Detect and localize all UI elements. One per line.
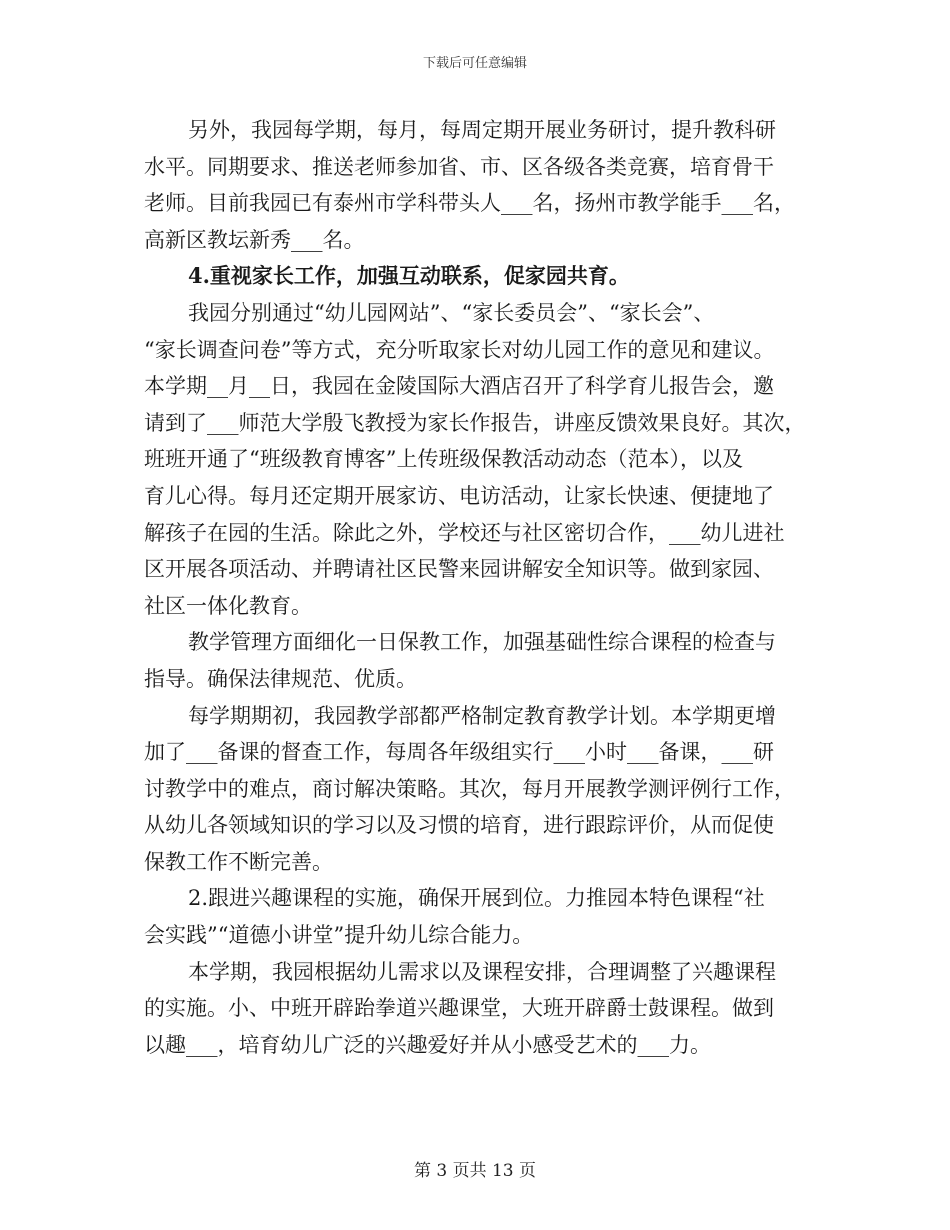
paragraph-line: 本学期__月__日，我园在金陵国际大酒店召开了科学育儿报告会，邀 [144, 374, 774, 399]
paragraph-line: 高新区教坛新秀___名。 [144, 227, 365, 252]
paragraph-line: 指导。确保法律规范、优质。 [144, 666, 417, 691]
page-header-note: 下载后可任意编辑 [422, 56, 527, 71]
paragraph-line: 解孩子在园的生活。除此之外，学校还与社区密切合作，___幼儿进社 [144, 520, 785, 545]
paragraph-line: 以趣___，培育幼儿广泛的兴趣爱好并从小感受艺术的___力。 [144, 1032, 711, 1057]
paragraph-line: “家长调查问卷”等方式，充分听取家长对幼儿园工作的意见和建议。 [144, 337, 775, 362]
paragraph-line: 班班开通了“班级教育博客”上传班级保教活动动态（范本），以及 [144, 447, 743, 472]
section-heading: 4.重视家长工作，加强互动联系，促家园共育。 [188, 263, 630, 289]
paragraph-line: 社区一体化教育。 [144, 593, 312, 618]
page-number: 第 3 页共 13 页 [413, 1161, 537, 1181]
paragraph-line: 教学管理方面细化一日保教工作，加强基础性综合课程的检查与 [188, 630, 776, 655]
section-heading: 2.跟进兴趣课程的实施，确保开展到位。力推园本特色课程“社 [188, 886, 765, 911]
document-body [144, 112, 824, 1063]
paragraph-line: 会实践”“道德小讲堂”提升幼儿综合能力。 [144, 923, 534, 948]
paragraph-line: 从幼儿各领域知识的学习以及习惯的培育，进行跟踪评价，从而促使 [144, 813, 774, 838]
paragraph-line: 老师。目前我园已有泰州市学科带头人___名，扬州市教学能手___名， [144, 191, 795, 216]
paragraph-line: 加了___备课的督查工作，每周各年级组实行___小时___备课，___研 [144, 740, 774, 765]
paragraph-line: 水平。同期要求、推送老师参加省、市、区各级各类竞赛，培育骨干 [144, 154, 774, 179]
paragraph-line: 我园分别通过“幼儿园网站”、“家长委员会”、“家长会”、 [188, 300, 715, 325]
paragraph-line: 本学期，我园根据幼儿需求以及课程安排，合理调整了兴趣课程 [188, 959, 776, 984]
paragraph-line: 保教工作不断完善。 [144, 849, 333, 874]
paragraph-line: 请到了___师范大学殷飞教授为家长作报告，讲座反馈效果良好。其次， [144, 410, 806, 435]
paragraph-line: 区开展各项活动、并聘请社区民警来园讲解安全知识等。做到家园、 [144, 557, 774, 582]
paragraph-line: 的实施。小、中班开辟跆拳道兴趣课堂，大班开辟爵士鼓课程。做到 [144, 996, 774, 1021]
paragraph-line: 另外，我园每学期，每月，每周定期开展业务研讨，提升教科研 [188, 118, 776, 142]
paragraph-line: 每学期期初，我园教学部都严格制定教育教学计划。本学期更增 [188, 703, 776, 728]
paragraph-line: 讨教学中的难点，商讨解决策略。其次，每月开展教学测评例行工作， [144, 776, 795, 801]
paragraph-line: 育儿心得。每月还定期开展家访、电访活动，让家长快速、便捷地了 [144, 483, 774, 508]
